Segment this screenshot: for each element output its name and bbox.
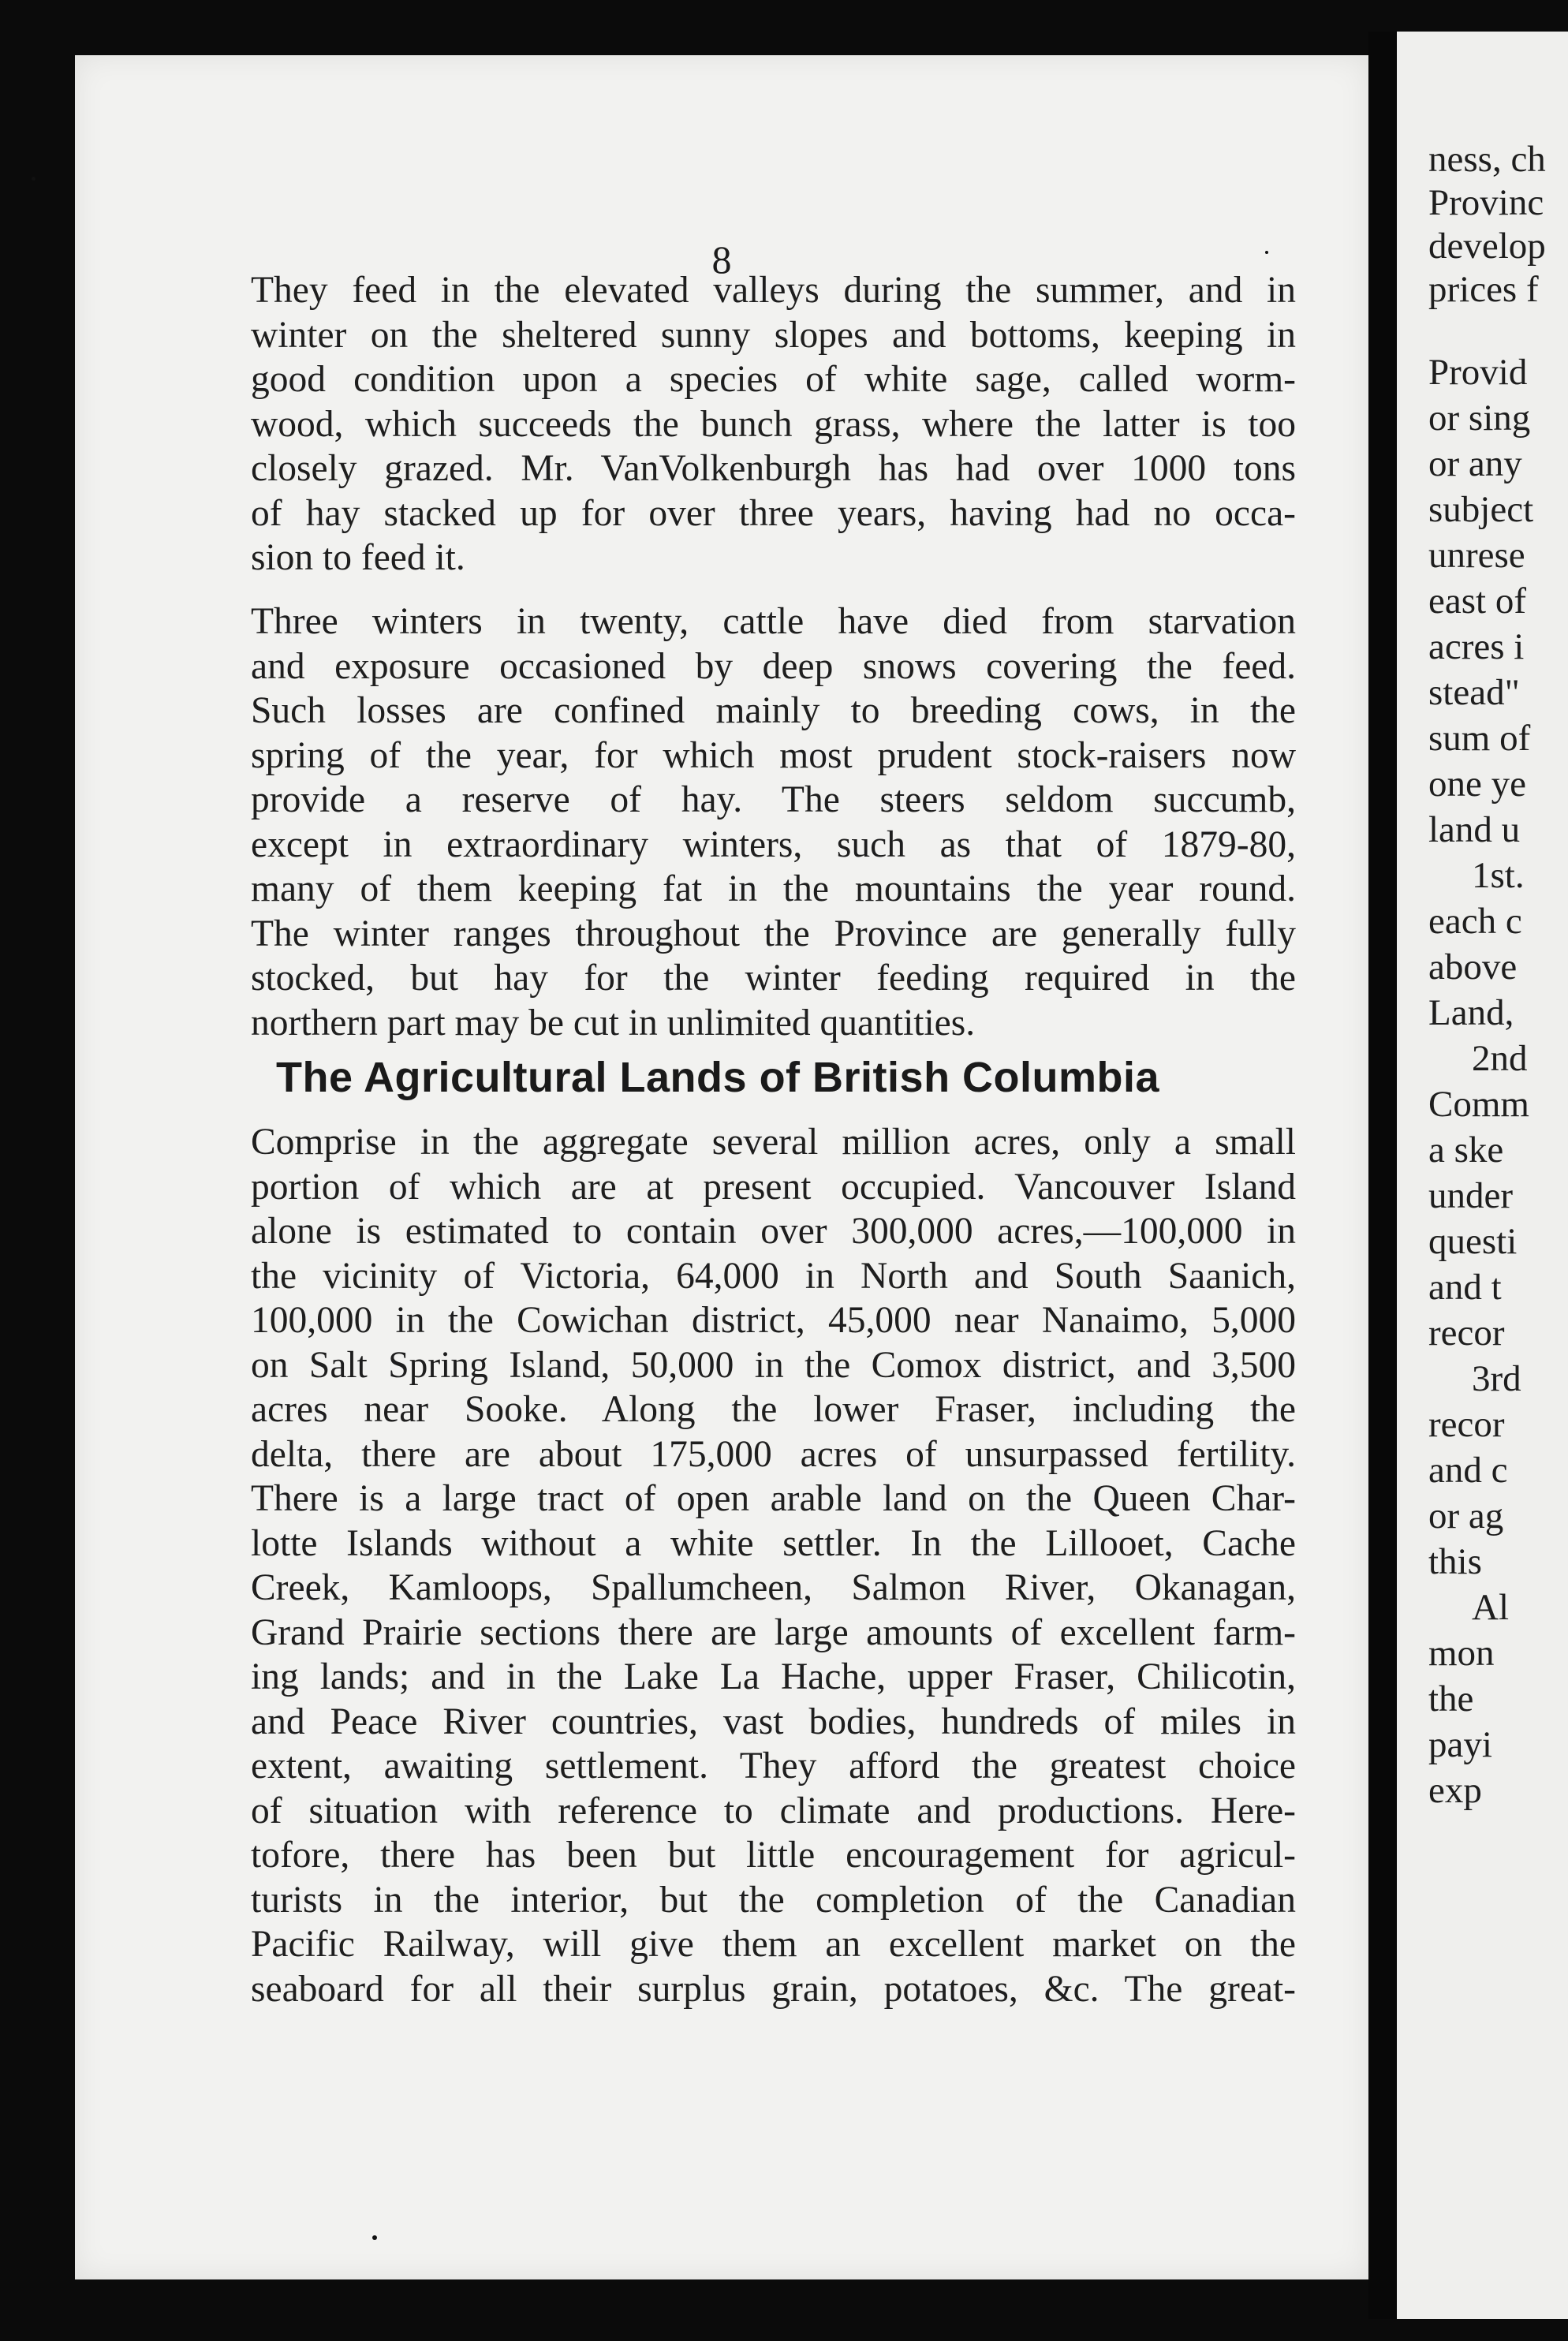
text-line: There is a large tract of open arable land on the Queen Char- [251,1478,1296,1519]
right-page-text-fragment: one ye [1428,764,1526,805]
right-page-text-fragment: payi [1428,1724,1492,1765]
text-line: good condition upon a species of white sage, called worm- [251,359,1296,400]
right-page-text-fragment: recor [1428,1312,1505,1353]
paragraph-winter-losses [251,599,1296,1045]
right-page-text-fragment: exp [1428,1770,1482,1811]
right-page-text-fragment: prices f [1428,269,1539,310]
text-line: except in extraordinary winters, such as that of 1879-80, [251,823,1296,865]
text-line: the vicinity of Victoria, 64,000 in North and South Saanich, [251,1255,1296,1297]
text-line: turists in the interior, but the completion of the Canadian [251,1879,1296,1921]
right-page-text-fragment: recor [1428,1404,1505,1445]
ink-speck [1265,251,1268,254]
right-page-text-fragment: the [1428,1678,1474,1719]
text-line: Pacific Railway, will give them an excellent market on the [251,1924,1296,1965]
text-line: seaboard for all their surplus grain, potatoes, &c. The great- [251,1968,1296,2010]
right-page-text-fragment: sum of [1428,718,1531,759]
right-page-text-fragment: Comm [1428,1084,1529,1125]
right-page-text-fragment: Provid [1428,352,1528,393]
text-line: spring of the year, for which most prudent stock-raisers now [251,734,1296,776]
paragraph-agricultural-lands [251,1120,1296,2011]
text-line: extent, awaiting settlement. They afford the greatest choice [251,1745,1296,1787]
text-line: of hay stacked up for over three years, having had no occa- [251,492,1296,534]
text-line: wood, which succeeds the bunch grass, where the latter is too [251,403,1296,445]
right-page-text-fragment: Al [1472,1587,1509,1628]
book-gutter [1368,32,1397,2319]
text-line: delta, there are about 175,000 acres of unsurpassed fertility. [251,1433,1296,1475]
right-page-text-fragment: 1st. [1472,855,1525,896]
text-line: lotte Islands without a white settler. In the Lillooet, Cache [251,1522,1296,1564]
right-page-text-fragment: under [1428,1175,1514,1216]
right-page-text-fragment: 3rd [1472,1358,1521,1399]
right-page-partial [1397,32,1568,2319]
right-page-text-fragment: stead" [1428,672,1520,713]
text-line: closely grazed. Mr. VanVolkenburgh has had over 1000 tons [251,448,1296,489]
right-page-text-fragment: Provinc [1428,182,1544,223]
text-line: winter on the sheltered sunny slopes and bottoms, keeping in [251,314,1296,356]
right-page-text-fragment: acres i [1428,626,1525,667]
text-line: sion to feed it. [251,537,465,578]
text-line: alone is estimated to contain over 300,000 acres,—100,000 in [251,1211,1296,1252]
right-page-text-fragment: each c [1428,901,1522,942]
text-line: Grand Prairie sections there are large amounts of excellent farm- [251,1611,1296,1653]
right-page-text-fragment: above [1428,946,1518,988]
paragraph-cattle-feeding [251,268,1296,581]
right-page-text-fragment: east of [1428,581,1526,622]
right-page-text-fragment: a ske [1428,1129,1504,1170]
right-page-text-fragment: and t [1428,1267,1502,1308]
right-page-text-fragment: questi [1428,1221,1518,1262]
text-line: The winter ranges throughout the Province are generally fully [251,913,1296,954]
right-page-text-fragment: Land, [1428,992,1514,1033]
right-page-text-fragment: or ag [1428,1495,1504,1536]
right-page-text-fragment: 2nd [1472,1038,1528,1079]
text-line: tofore, there has been but little encouragement for agricul- [251,1835,1296,1876]
text-line: on Salt Spring Island, 50,000 in the Comox district, and 3,500 [251,1344,1296,1386]
right-page-text-fragment: develop [1428,226,1546,267]
right-page-text-fragment: this [1428,1541,1482,1582]
text-line: and exposure occasioned by deep snows covering the feed. [251,645,1296,687]
right-page-text-fragment: unrese [1428,535,1525,576]
right-page-text-fragment: land u [1428,809,1521,850]
text-line: Three winters in twenty, cattle have died from starvation [251,601,1296,642]
text-line: Creek, Kamloops, Spallumcheen, Salmon River, Okanagan, [251,1567,1296,1608]
right-page-text-fragment: or any [1428,443,1522,484]
right-page-text-fragment: subject [1428,489,1534,530]
right-page-text-fragment: or sing [1428,398,1531,439]
text-line: portion of which are at present occupied. Vancouver Island [251,1166,1296,1208]
ink-speck [32,177,35,181]
right-page-text-fragment: mon [1428,1633,1495,1674]
text-line: northern part may be cut in unlimited quantities. [251,1002,976,1044]
section-heading: The Agricultural Lands of British Columbia [276,1054,1160,1101]
text-line: acres near Sooke. Along the lower Fraser, including the [251,1389,1296,1430]
right-page-text-fragment: ness, ch [1428,139,1546,180]
text-line: many of them keeping fat in the mountains the year round. [251,868,1296,909]
text-line: They feed in the elevated valleys during the summer, and in [251,270,1296,311]
text-line: ing lands; and in the Lake La Hache, upper Fraser, Chilicotin, [251,1656,1296,1697]
text-line: stocked, but hay for the winter feeding required in the [251,958,1296,999]
text-line: of situation with reference to climate and productions. Here- [251,1790,1296,1831]
ink-speck [372,2235,377,2240]
page-number: 8 [711,237,732,282]
text-line: Such losses are confined mainly to breeding cows, in the [251,690,1296,731]
text-line: Comprise in the aggregate several million acres, only a small [251,1122,1296,1163]
text-line: and Peace River countries, vast bodies, hundreds of miles in [251,1701,1296,1742]
text-line: provide a reserve of hay. The steers seldom succumb, [251,779,1296,820]
right-page-text-fragment: and c [1428,1450,1508,1491]
text-line: 100,000 in the Cowichan district, 45,000 near Nanaimo, 5,000 [251,1300,1296,1341]
